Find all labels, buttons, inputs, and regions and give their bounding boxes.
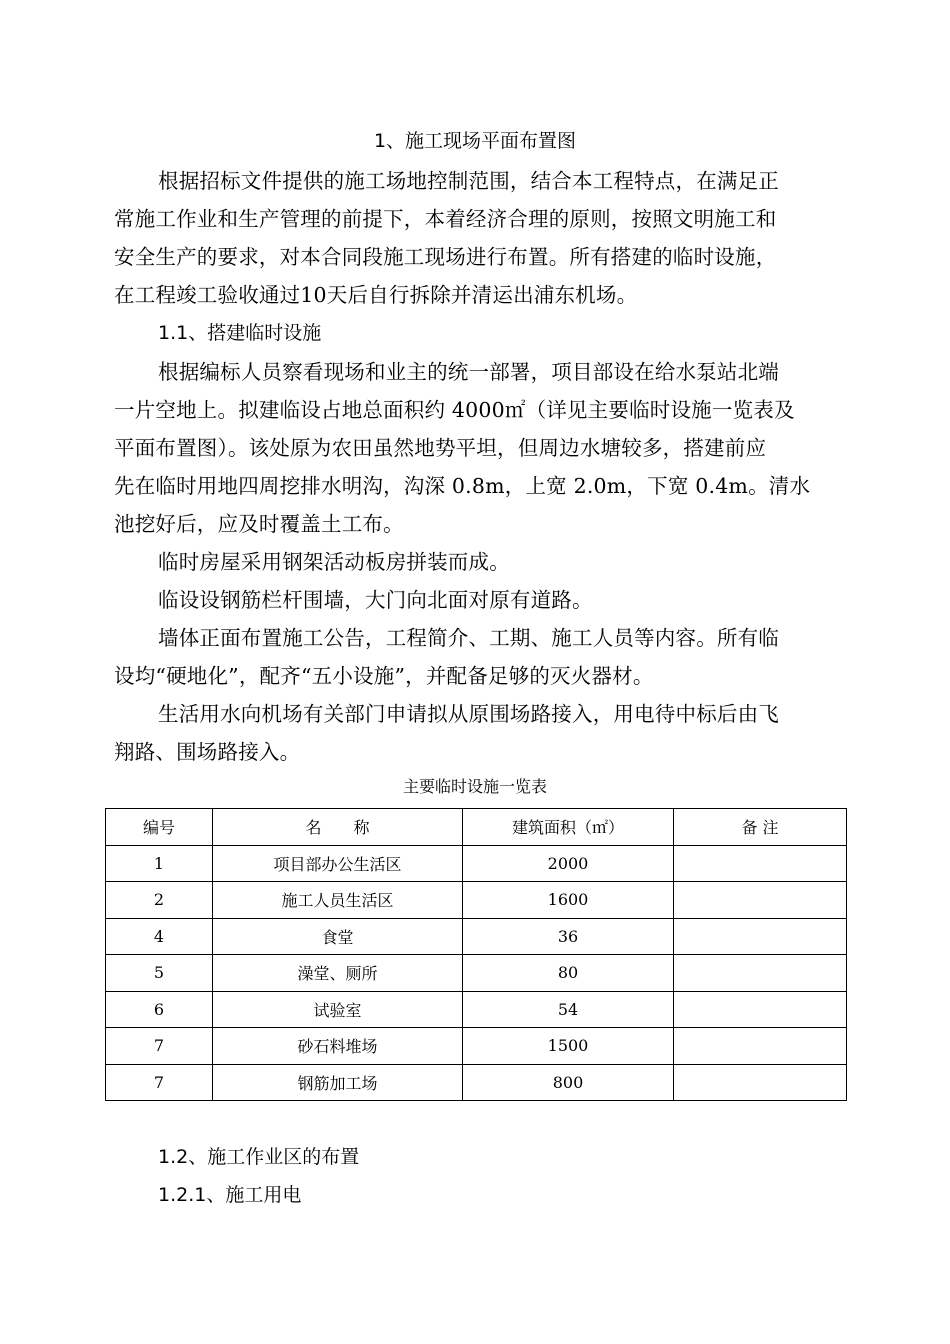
cell-remarks (674, 955, 847, 992)
table-row (106, 845, 847, 882)
s1-para1-line-1: 根据编标人员察看现场和业主的统一部署，项目部设在给水泵站北端 (158, 360, 779, 384)
cell-area: 1500 (463, 1028, 674, 1065)
page-title: 1、施工现场平面布置图 (373, 130, 577, 152)
cell-number: 5 (106, 955, 213, 992)
table-row (106, 991, 847, 1028)
cell-remarks (674, 918, 847, 955)
cell-number: 1 (106, 845, 213, 882)
s1-para5-line-2: 翔路、围场路接入。 (114, 740, 301, 764)
table-row (106, 1064, 847, 1101)
cell-remarks (674, 882, 847, 919)
table-header-row (106, 809, 847, 846)
header-remarks: 备 注 (674, 809, 847, 846)
intro-line-2: 常施工作业和生产管理的前提下，本着经济合理的原则，按照文明施工和 (114, 207, 777, 231)
cell-area: 800 (463, 1064, 674, 1101)
header-area: 建筑面积（㎡） (463, 809, 674, 846)
cell-name: 施工人员生活区 (213, 882, 463, 919)
table-row (106, 918, 847, 955)
cell-number: 4 (106, 918, 213, 955)
section-heading-1-2: 1.2、施工作业区的布置 (158, 1146, 360, 1168)
cell-name: 试验室 (213, 991, 463, 1028)
cell-area: 1600 (463, 882, 674, 919)
intro-line-3: 安全生产的要求，对本合同段施工现场进行布置。所有搭建的临时设施， (114, 245, 777, 269)
cell-number: 6 (106, 991, 213, 1028)
cell-name: 项目部办公生活区 (213, 845, 463, 882)
cell-remarks (674, 1064, 847, 1101)
intro-line-1: 根据招标文件提供的施工场地控制范围，结合本工程特点，在满足正 (158, 169, 779, 193)
cell-area: 80 (463, 955, 674, 992)
s1-para2: 临时房屋采用钢架活动板房拼装而成。 (158, 550, 510, 574)
section-heading-1-1: 1.1、搭建临时设施 (158, 322, 322, 344)
cell-remarks (674, 1028, 847, 1065)
s1-para4-line-1: 墙体正面布置施工公告，工程简介、工期、施工人员等内容。所有临 (158, 626, 779, 650)
s1-para4-line-2: 设均“硬地化”，配齐“五小设施”，并配备足够的灭火器材。 (114, 664, 654, 688)
cell-area: 2000 (463, 845, 674, 882)
table-caption: 主要临时设施一览表 (402, 777, 547, 796)
table-row (106, 882, 847, 919)
cell-remarks (674, 991, 847, 1028)
cell-name: 食堂 (213, 918, 463, 955)
cell-area: 36 (463, 918, 674, 955)
intro-line-4: 在工程竣工验收通过10天后自行拆除并清运出浦东机场。 (114, 283, 638, 307)
table-row (106, 1028, 847, 1065)
table-row (106, 955, 847, 992)
section-heading-1-2-1: 1.2.1、施工用电 (158, 1184, 302, 1206)
s1-para1-line-5: 池挖好后，应及时覆盖土工布。 (114, 512, 404, 536)
s1-para1-line-3: 平面布置图）。该处原为农田虽然地势平坦，但周边水塘较多，搭建前应 (114, 436, 767, 460)
facilities-table (105, 808, 847, 1101)
cell-name: 砂石料堆场 (213, 1028, 463, 1065)
s1-para1-line-4: 先在临时用地四周挖排水明沟，沟深 0.8m，上宽 2.0m，下宽 0.4m。清水 (114, 474, 811, 498)
s1-para3: 临设设钢筋栏杆围墙，大门向北面对原有道路。 (158, 588, 593, 612)
s1-para5-line-1: 生活用水向机场有关部门申请拟从原围场路接入，用电待中标后由飞 (158, 702, 779, 726)
cell-name: 澡堂、厕所 (213, 955, 463, 992)
header-name: 名 称 (213, 809, 463, 846)
cell-number: 7 (106, 1028, 213, 1065)
s1-para1-line-2: 一片空地上。拟建临设占地总面积约 4000㎡（详见主要临时设施一览表及 (114, 398, 795, 422)
cell-number: 2 (106, 882, 213, 919)
cell-area: 54 (463, 991, 674, 1028)
cell-name: 钢筋加工场 (213, 1064, 463, 1101)
cell-remarks (674, 845, 847, 882)
cell-number: 7 (106, 1064, 213, 1101)
header-number: 编号 (106, 809, 213, 846)
